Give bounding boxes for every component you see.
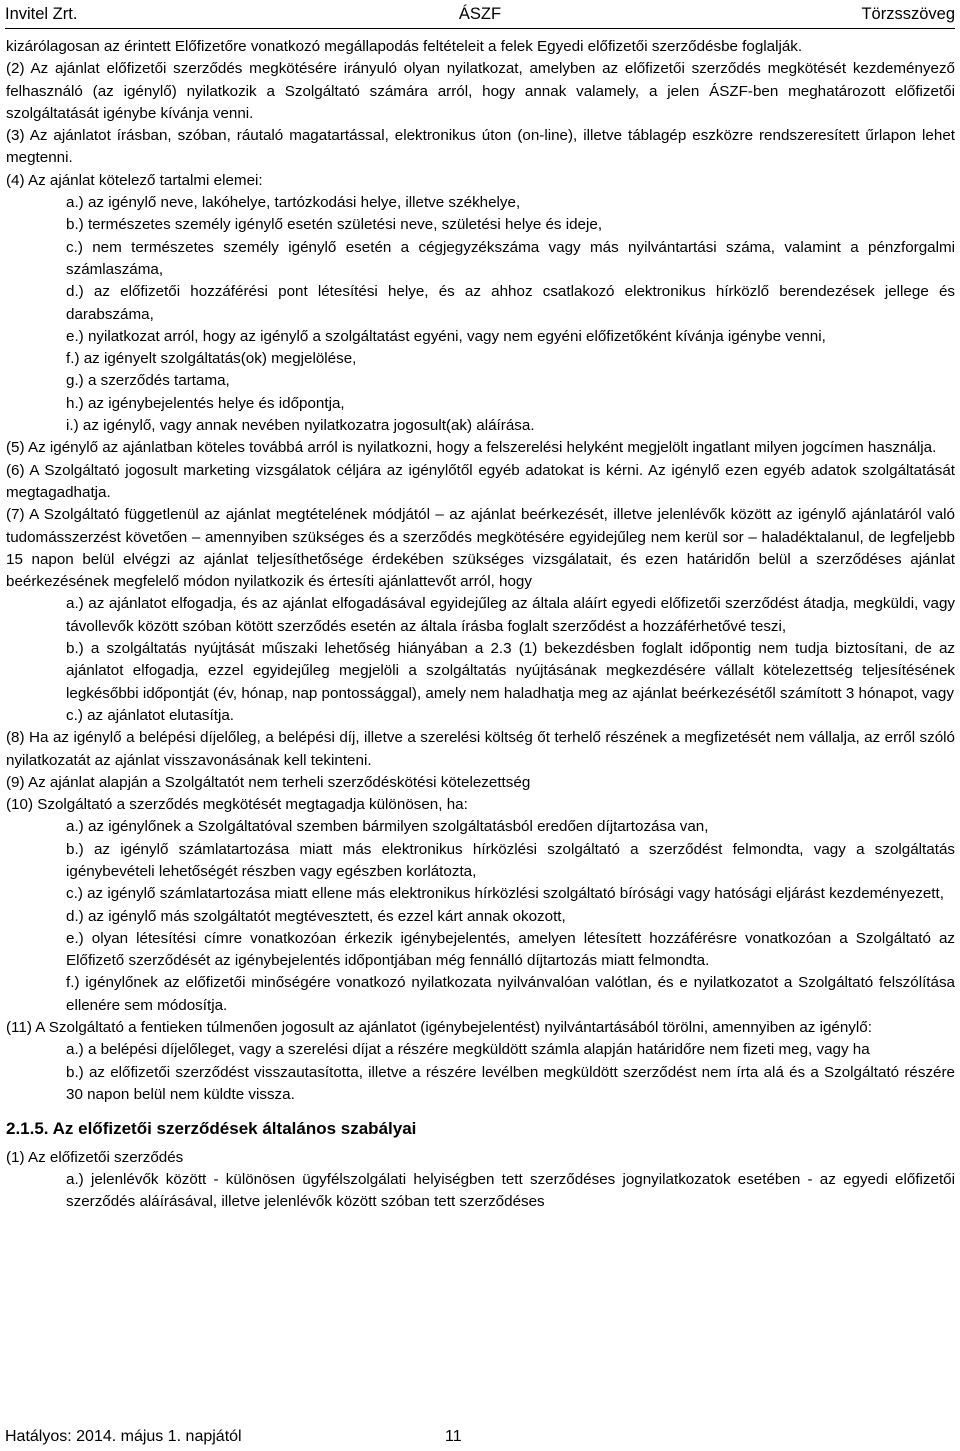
paragraph: a.) az igénylőnek a Szolgáltatóval szemben bármilyen szolgáltatásból eredően díjtartozása van, (66, 818, 709, 836)
paragraph: e.) olyan létesítési címre vonatkozóan érkezik igénybejelentés, amelyen létesített hozzáférésre vonatkozóan a Szolgáltató az Előfizető szerződését az igénybejelentés időpontjában még fennálló díjtartozás miatt felmondta. (66, 929, 955, 970)
paragraph: b.) az igénylő számlatartozása miatt más elektronikus hírközlési szolgáltató a szerződést felmondta, vagy a szolgáltatás igénybevételi lehetőségét részben vagy egészben korlátozta, (66, 840, 955, 880)
paragraph: kizárólagosan az érintett Előfizetőre vonatkozó megállapodás feltételeit a felek Egyedi előfizetői szerződésbe foglalják. (6, 38, 803, 55)
paragraph: (5) Az igénylő az ajánlatban köteles továbbá arról is nyilatkozni, hogy a felszerelési helyként megjelölt ingatlant milyen jogcímen használja. (6, 439, 937, 457)
paragraph: (9) Az ajánlat alapján a Szolgáltatót nem terheli szerződéskötési kötelezettség (6, 773, 531, 791)
section-paragraph-list (6, 1147, 955, 1214)
header-company: Invitel Zrt. (5, 5, 78, 23)
header-document-type: ÁSZF (458, 5, 502, 23)
paragraph: g.) a szerződés tartama, (66, 372, 230, 390)
paragraph-list (6, 36, 955, 1106)
paragraph: (4) Az ajánlat kötelező tartalmi elemei: (6, 171, 263, 189)
paragraph: e.) nyilatkozat arról, hogy az igénylő a szolgáltatást egyéni, vagy nem egyéni előfizetőként kívánja igénybe venni, (66, 327, 826, 345)
paragraph: (2) Az ajánlat előfizetői szerződés megkötésére irányuló olyan nyilatkozat, amelyben az előfizetői szerződés megkötését kezdeményező felhasználó (az igénylő) nyilatkozik a Szolgáltató számára arról, hogy annak valamely, a jelen ÁSZF-ben meghatározott előfizetői szolgáltatását igénybe kívánja venni. (6, 60, 955, 122)
paragraph: a.) az igénylő neve, lakóhelye, tartózkodási helye, illetve székhelye, (66, 194, 521, 212)
paragraph: a.) jelenlévők között - különösen ügyfélszolgálati helyiségben tett szerződéses jognyilatkozatok esetében - az egyedi előfizetői szerződés aláírásával, illetve jelenlévők között szóban tett szerződéses (66, 1170, 955, 1211)
footer-effective-date: Hatályos: 2014. május 1. napjától (5, 1428, 242, 1445)
paragraph: a.) az ajánlatot elfogadja, és az ajánlat elfogadásával egyidejűleg az általa aláírt egyedi előfizetői szerződést átadja, megküldi, vagy távollevők között szóban kötött szerződés esetén az általa írásba foglalt szerződést a hozzáférhetővé teszi, (66, 595, 955, 635)
page-number: 11 (445, 1428, 462, 1445)
paragraph: c.) az ajánlatot elutasítja. (66, 706, 234, 724)
paragraph: c.) az igénylő számlatartozása miatt ellene más elektronikus hírközlési szolgáltató bírósági vagy hatósági eljárást kezdeményezett, (66, 885, 944, 903)
paragraph: (10) Szolgáltató a szerződés megkötését megtagadja különösen, ha: (6, 796, 468, 814)
paragraph: f.) igénylőnek az előfizetői minőségére vonatkozó nyilatkozata nyilvánvalóan valótlan, és e nyilatkozatot a Szolgáltató felszólítása ellenére sem módosítja. (66, 974, 955, 1014)
paragraph: b.) a szolgáltatás nyújtását műszaki lehetőség hiányában a 2.3 (1) bekezdésben foglalt időpontig nem tudja biztosítani, de az ajánlatot elfogadja, ezzel egyidejűleg megjelöli a szolgáltatás nyújtásának megkezdésére vállalt kötelezettség teljesítésének legkésőbbi időpontját (év, hónap, nap pontossággal), amely nem haladhatja meg az ajánlat beérkezésétől számított 3 hónapot, vagy (66, 640, 955, 702)
paragraph: i.) az igénylő, vagy annak nevében nyilatkozatra jogosult(ak) aláírása. (66, 417, 535, 435)
page-header (5, 2, 955, 28)
document-body (6, 36, 955, 1213)
paragraph: (7) A Szolgáltató függetlenül az ajánlat megtételének módjától – az ajánlat beérkezését, illetve jelenlévők között az igénylő ajánlatáról való tudomásszerzést követően – amennyiben szükséges és a szerződés megkötésére egyidejűleg nem kerül sor – haladéktalanul, de legfeljebb 15 napon belül elvégzi az ajánlat teljesíthetősége érdekében szükséges vizsgálatait, és ezen határidőn belül a szerződéses ajánlat beérkezésének megfelelő módon nyilatkozik és értesíti ajánlattevőt arról, hogy (6, 506, 955, 591)
paragraph: b.) az előfizetői szerződést visszautasította, illetve a részére levélben megküldött szerződést nem írta alá és a Szolgáltató részére 30 napon belül nem küldte vissza. (66, 1063, 955, 1103)
paragraph: d.) az előfizetői hozzáférési pont létesítési helye, és az ahhoz csatlakozó elektronikus hírközlő berendezések jellege és darabszáma, (66, 283, 955, 323)
paragraph: f.) az igényelt szolgáltatás(ok) megjelölése, (66, 350, 357, 368)
paragraph: a.) a belépési díjelőleget, vagy a szerelési díjat a részére megküldött számla alapján határidőre nem fizeti meg, vagy ha (66, 1041, 870, 1059)
paragraph: (1) Az előfizetői szerződés (6, 1148, 184, 1166)
header-text-type: Törzsszöveg (861, 5, 955, 23)
paragraph: (8) Ha az igénylő a belépési díjelőleg, a belépési díj, illetve a szerelési költség őt terhelő részének a megfizetését nem vállalja, az erről szóló nyilatkozatát az ajánlat visszavonásának kell tekinteni. (6, 729, 955, 769)
paragraph: (3) Az ajánlatot írásban, szóban, ráutaló magatartással, elektronikus úton (on-line), illetve táblagép eszközre rendszeresített űrlapon lehet megtenni. (6, 127, 955, 167)
paragraph: (11) A Szolgáltató a fentieken túlmenően jogosult az ajánlatot (igénybejelentést) nyilvántartásából törölni, amennyiben az igénylő: (6, 1019, 872, 1037)
section-heading: 2.1.5. Az előfizetői szerződések általános szabályai (6, 1119, 417, 1139)
paragraph: (6) A Szolgáltató jogosult marketing vizsgálatok céljára az igénylőtől egyéb adatokat is kérni. Az igénylő ezen egyéb adatok szolgáltatását megtagadhatja. (6, 461, 955, 501)
paragraph: c.) nem természetes személy igénylő esetén a cégjegyzékszáma vagy más nyilvántartási száma, valamint a pénzforgalmi számlaszáma, (66, 238, 955, 278)
paragraph: d.) az igénylő más szolgáltatót megtévesztett, és ezzel kárt annak okozott, (66, 907, 566, 925)
paragraph: h.) az igénybejelentés helye és időpontja, (66, 394, 345, 412)
header-divider (5, 28, 955, 29)
paragraph: b.) természetes személy igénylő esetén születési neve, születési helye és ideje, (66, 216, 603, 234)
